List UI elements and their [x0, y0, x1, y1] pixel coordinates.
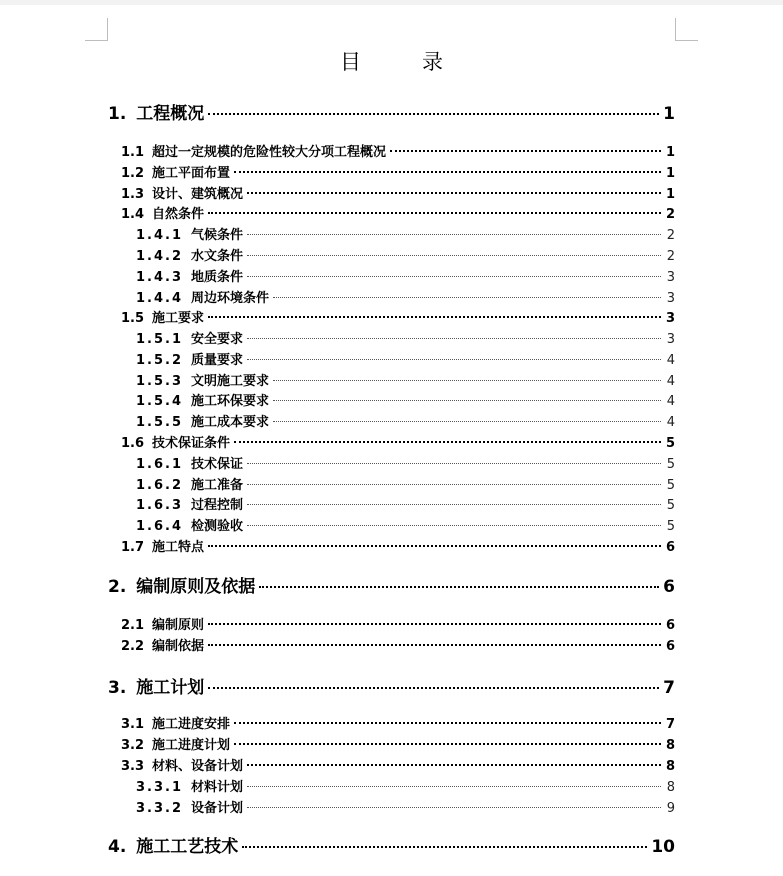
page-top-edge — [0, 0, 783, 5]
toc-entry-level-3[interactable] — [136, 515, 675, 533]
toc-entry-title: 施工工艺技术 — [136, 837, 239, 857]
toc-entry-page: 3 — [666, 270, 675, 285]
toc-entry-page: 3 — [665, 311, 675, 326]
toc-entry-title: 施工进度安排 — [152, 717, 231, 732]
crop-mark-right — [675, 18, 698, 41]
toc-entry-level-3[interactable] — [136, 266, 675, 284]
toc-entry-title: 质量要求 — [191, 353, 244, 368]
toc-entry-number: 1.1 — [121, 145, 145, 160]
toc-entry-page: 5 — [665, 436, 675, 451]
toc-dot-leader — [247, 484, 661, 485]
toc-entry-page: 6 — [665, 618, 675, 633]
toc-entry-page: 5 — [666, 478, 675, 493]
toc-entry-page: 8 — [665, 759, 675, 774]
toc-entry-level-2[interactable] — [121, 183, 675, 201]
toc-entry-page: 2 — [666, 249, 675, 264]
toc-dot-leader — [259, 586, 659, 588]
toc-entry-number: 4. — [108, 837, 127, 857]
toc-entry-title: 技术保证条件 — [152, 436, 231, 451]
toc-entry-page: 3 — [666, 291, 675, 306]
toc-entry-level-2[interactable] — [121, 734, 675, 752]
toc-entry-number: 3.2 — [121, 738, 145, 753]
toc-entry-title: 过程控制 — [191, 498, 244, 513]
toc-entry-level-3[interactable] — [136, 390, 675, 408]
toc-entry-page: 1 — [665, 187, 675, 202]
toc-entry-page: 4 — [666, 415, 675, 430]
toc-entry-number: 3.3.2 — [136, 801, 184, 816]
toc-entry-level-2[interactable] — [121, 307, 675, 325]
toc-entry-number: 3.3.1 — [136, 780, 184, 795]
toc-entry-page: 2 — [666, 228, 675, 243]
toc-dot-leader — [208, 212, 661, 214]
toc-entry-number: 1.5.4 — [136, 394, 184, 409]
toc-entry-page: 5 — [666, 457, 675, 472]
toc-dot-leader — [208, 316, 661, 318]
toc-dot-leader — [234, 722, 661, 724]
toc-entry-number: 1.6.4 — [136, 519, 184, 534]
toc-entry-number: 1.3 — [121, 187, 145, 202]
toc-entry-page: 7 — [665, 717, 675, 732]
toc-entry-number: 3. — [108, 678, 127, 698]
toc-entry-number: 2.1 — [121, 618, 145, 633]
toc-entry-title: 超过一定规模的危险性较大分项工程概况 — [152, 145, 387, 160]
toc-entry-page: 6 — [665, 639, 675, 654]
toc-entry-page: 10 — [651, 837, 675, 857]
toc-entry-title: 文明施工要求 — [191, 374, 270, 389]
toc-entry-level-1[interactable] — [108, 832, 675, 856]
toc-entry-level-2[interactable] — [121, 755, 675, 773]
toc-entry-title: 水文条件 — [191, 249, 244, 264]
toc-entry-level-2[interactable] — [121, 141, 675, 159]
toc-dot-leader — [208, 113, 659, 115]
toc-entry-page: 9 — [666, 801, 675, 816]
toc-entry-page: 4 — [666, 394, 675, 409]
toc-entry-title: 施工环保要求 — [191, 394, 270, 409]
toc-entry-title: 地质条件 — [191, 270, 244, 285]
toc-entry-title: 技术保证 — [191, 457, 244, 472]
toc-dot-leader — [247, 192, 661, 194]
toc-entry-page: 1 — [663, 104, 675, 124]
toc-entry-level-2[interactable] — [121, 432, 675, 450]
toc-entry-number: 1.5.2 — [136, 353, 184, 368]
toc-entry-title: 施工平面布置 — [152, 166, 231, 181]
toc-dot-leader — [247, 504, 661, 505]
toc-entry-level-3[interactable] — [136, 411, 675, 429]
toc-entry-level-3[interactable] — [136, 245, 675, 263]
toc-entry-number: 1.5.5 — [136, 415, 184, 430]
toc-entry-number: 1.2 — [121, 166, 145, 181]
toc-entry-title: 检测验收 — [191, 519, 244, 534]
toc-entry-title: 施工计划 — [136, 678, 205, 698]
toc-entry-number: 3.3 — [121, 759, 145, 774]
toc-dot-leader — [208, 687, 659, 689]
toc-dot-leader — [247, 255, 661, 256]
toc-entry-number: 1.6.2 — [136, 478, 184, 493]
toc-entry-number: 1.6 — [121, 436, 145, 451]
toc-entry-level-1[interactable] — [108, 99, 675, 123]
toc-entry-page: 8 — [666, 780, 675, 795]
toc-entry-page: 3 — [666, 332, 675, 347]
toc-entry-level-2[interactable] — [121, 614, 675, 632]
toc-entry-page: 5 — [666, 498, 675, 513]
toc-entry-number: 2.2 — [121, 639, 145, 654]
toc-dot-leader — [208, 623, 661, 625]
toc-entry-page: 4 — [666, 374, 675, 389]
toc-entry-level-2[interactable] — [121, 203, 675, 221]
toc-entry-title: 周边环境条件 — [191, 291, 270, 306]
toc-entry-level-3[interactable] — [136, 328, 675, 346]
toc-entry-number: 1.4.1 — [136, 228, 184, 243]
toc-entry-page: 5 — [666, 519, 675, 534]
toc-entry-number: 1.4.4 — [136, 291, 184, 306]
toc-entry-page: 6 — [665, 540, 675, 555]
toc-entry-page: 7 — [663, 678, 675, 698]
toc-entry-level-3[interactable] — [136, 494, 675, 512]
toc-entry-title: 安全要求 — [191, 332, 244, 347]
toc-entry-number: 1.6.1 — [136, 457, 184, 472]
toc-dot-leader — [247, 786, 661, 787]
toc-entry-level-3[interactable] — [136, 474, 675, 492]
toc-entry-number: 1.4.3 — [136, 270, 184, 285]
toc-entry-page: 2 — [665, 207, 675, 222]
toc-dot-leader — [247, 234, 661, 235]
toc-dot-leader — [208, 644, 661, 646]
toc-entry-number: 1.4.2 — [136, 249, 184, 264]
toc-entry-level-1[interactable] — [108, 572, 675, 596]
toc-dot-leader — [247, 764, 661, 766]
toc-entry-level-3[interactable] — [136, 797, 675, 815]
toc-entry-level-2[interactable] — [121, 635, 675, 653]
toc-entry-title: 编制原则 — [152, 618, 205, 633]
toc-entry-page: 4 — [666, 353, 675, 368]
toc-dot-leader — [247, 807, 661, 808]
toc-entry-title: 编制依据 — [152, 639, 205, 654]
toc-entry-level-3[interactable] — [136, 224, 675, 242]
toc-dot-leader — [234, 743, 661, 745]
toc-dot-leader — [242, 846, 647, 848]
toc-entry-level-3[interactable] — [136, 776, 675, 794]
toc-entry-title: 施工特点 — [152, 540, 205, 555]
toc-title: 目 录 — [340, 50, 463, 74]
toc-entry-page: 6 — [663, 577, 675, 597]
toc-dot-leader — [247, 276, 661, 277]
toc-entry-title: 施工进度计划 — [152, 738, 231, 753]
toc-entry-page: 1 — [665, 145, 675, 160]
toc-entry-title: 施工要求 — [152, 311, 205, 326]
toc-entry-title: 施工准备 — [191, 478, 244, 493]
toc-entry-title: 设计、建筑概况 — [152, 187, 244, 202]
toc-entry-number: 1. — [108, 104, 127, 124]
toc-entry-page: 1 — [665, 166, 675, 181]
toc-entry-number: 1.7 — [121, 540, 145, 555]
toc-entry-number: 1.5.1 — [136, 332, 184, 347]
toc-entry-title: 编制原则及依据 — [136, 577, 256, 597]
toc-entry-level-2[interactable] — [121, 536, 675, 554]
toc-dot-leader — [273, 297, 661, 298]
toc-dot-leader — [247, 463, 661, 464]
toc-entry-title: 气候条件 — [191, 228, 244, 243]
toc-dot-leader — [247, 525, 661, 526]
toc-dot-leader — [208, 545, 661, 547]
toc-entry-level-3[interactable] — [136, 453, 675, 471]
toc-dot-leader — [234, 171, 661, 173]
toc-entry-level-3[interactable] — [136, 370, 675, 388]
toc-entry-level-3[interactable] — [136, 349, 675, 367]
toc-entry-level-3[interactable] — [136, 287, 675, 305]
toc-dot-leader — [390, 150, 661, 152]
toc-dot-leader — [273, 400, 661, 401]
toc-entry-level-2[interactable] — [121, 162, 675, 180]
toc-entry-title: 设备计划 — [191, 801, 244, 816]
toc-entry-title: 材料、设备计划 — [152, 759, 244, 774]
toc-dot-leader — [273, 421, 661, 422]
toc-entry-title: 自然条件 — [152, 207, 205, 222]
toc-dot-leader — [247, 338, 661, 339]
toc-entry-number: 3.1 — [121, 717, 145, 732]
toc-dot-leader — [273, 380, 661, 381]
toc-dot-leader — [247, 359, 661, 360]
toc-entry-page: 8 — [665, 738, 675, 753]
crop-mark-left — [85, 18, 108, 41]
toc-entry-title: 材料计划 — [191, 780, 244, 795]
toc-entry-number: 1.4 — [121, 207, 145, 222]
toc-entry-level-1[interactable] — [108, 673, 675, 697]
toc-entry-number: 1.5 — [121, 311, 145, 326]
toc-entry-number: 1.6.3 — [136, 498, 184, 513]
toc-entry-title: 施工成本要求 — [191, 415, 270, 430]
toc-entry-number: 1.5.3 — [136, 374, 184, 389]
toc-entry-number: 2. — [108, 577, 127, 597]
toc-entry-level-2[interactable] — [121, 713, 675, 731]
toc-entry-title: 工程概况 — [136, 104, 205, 124]
toc-dot-leader — [234, 441, 661, 443]
